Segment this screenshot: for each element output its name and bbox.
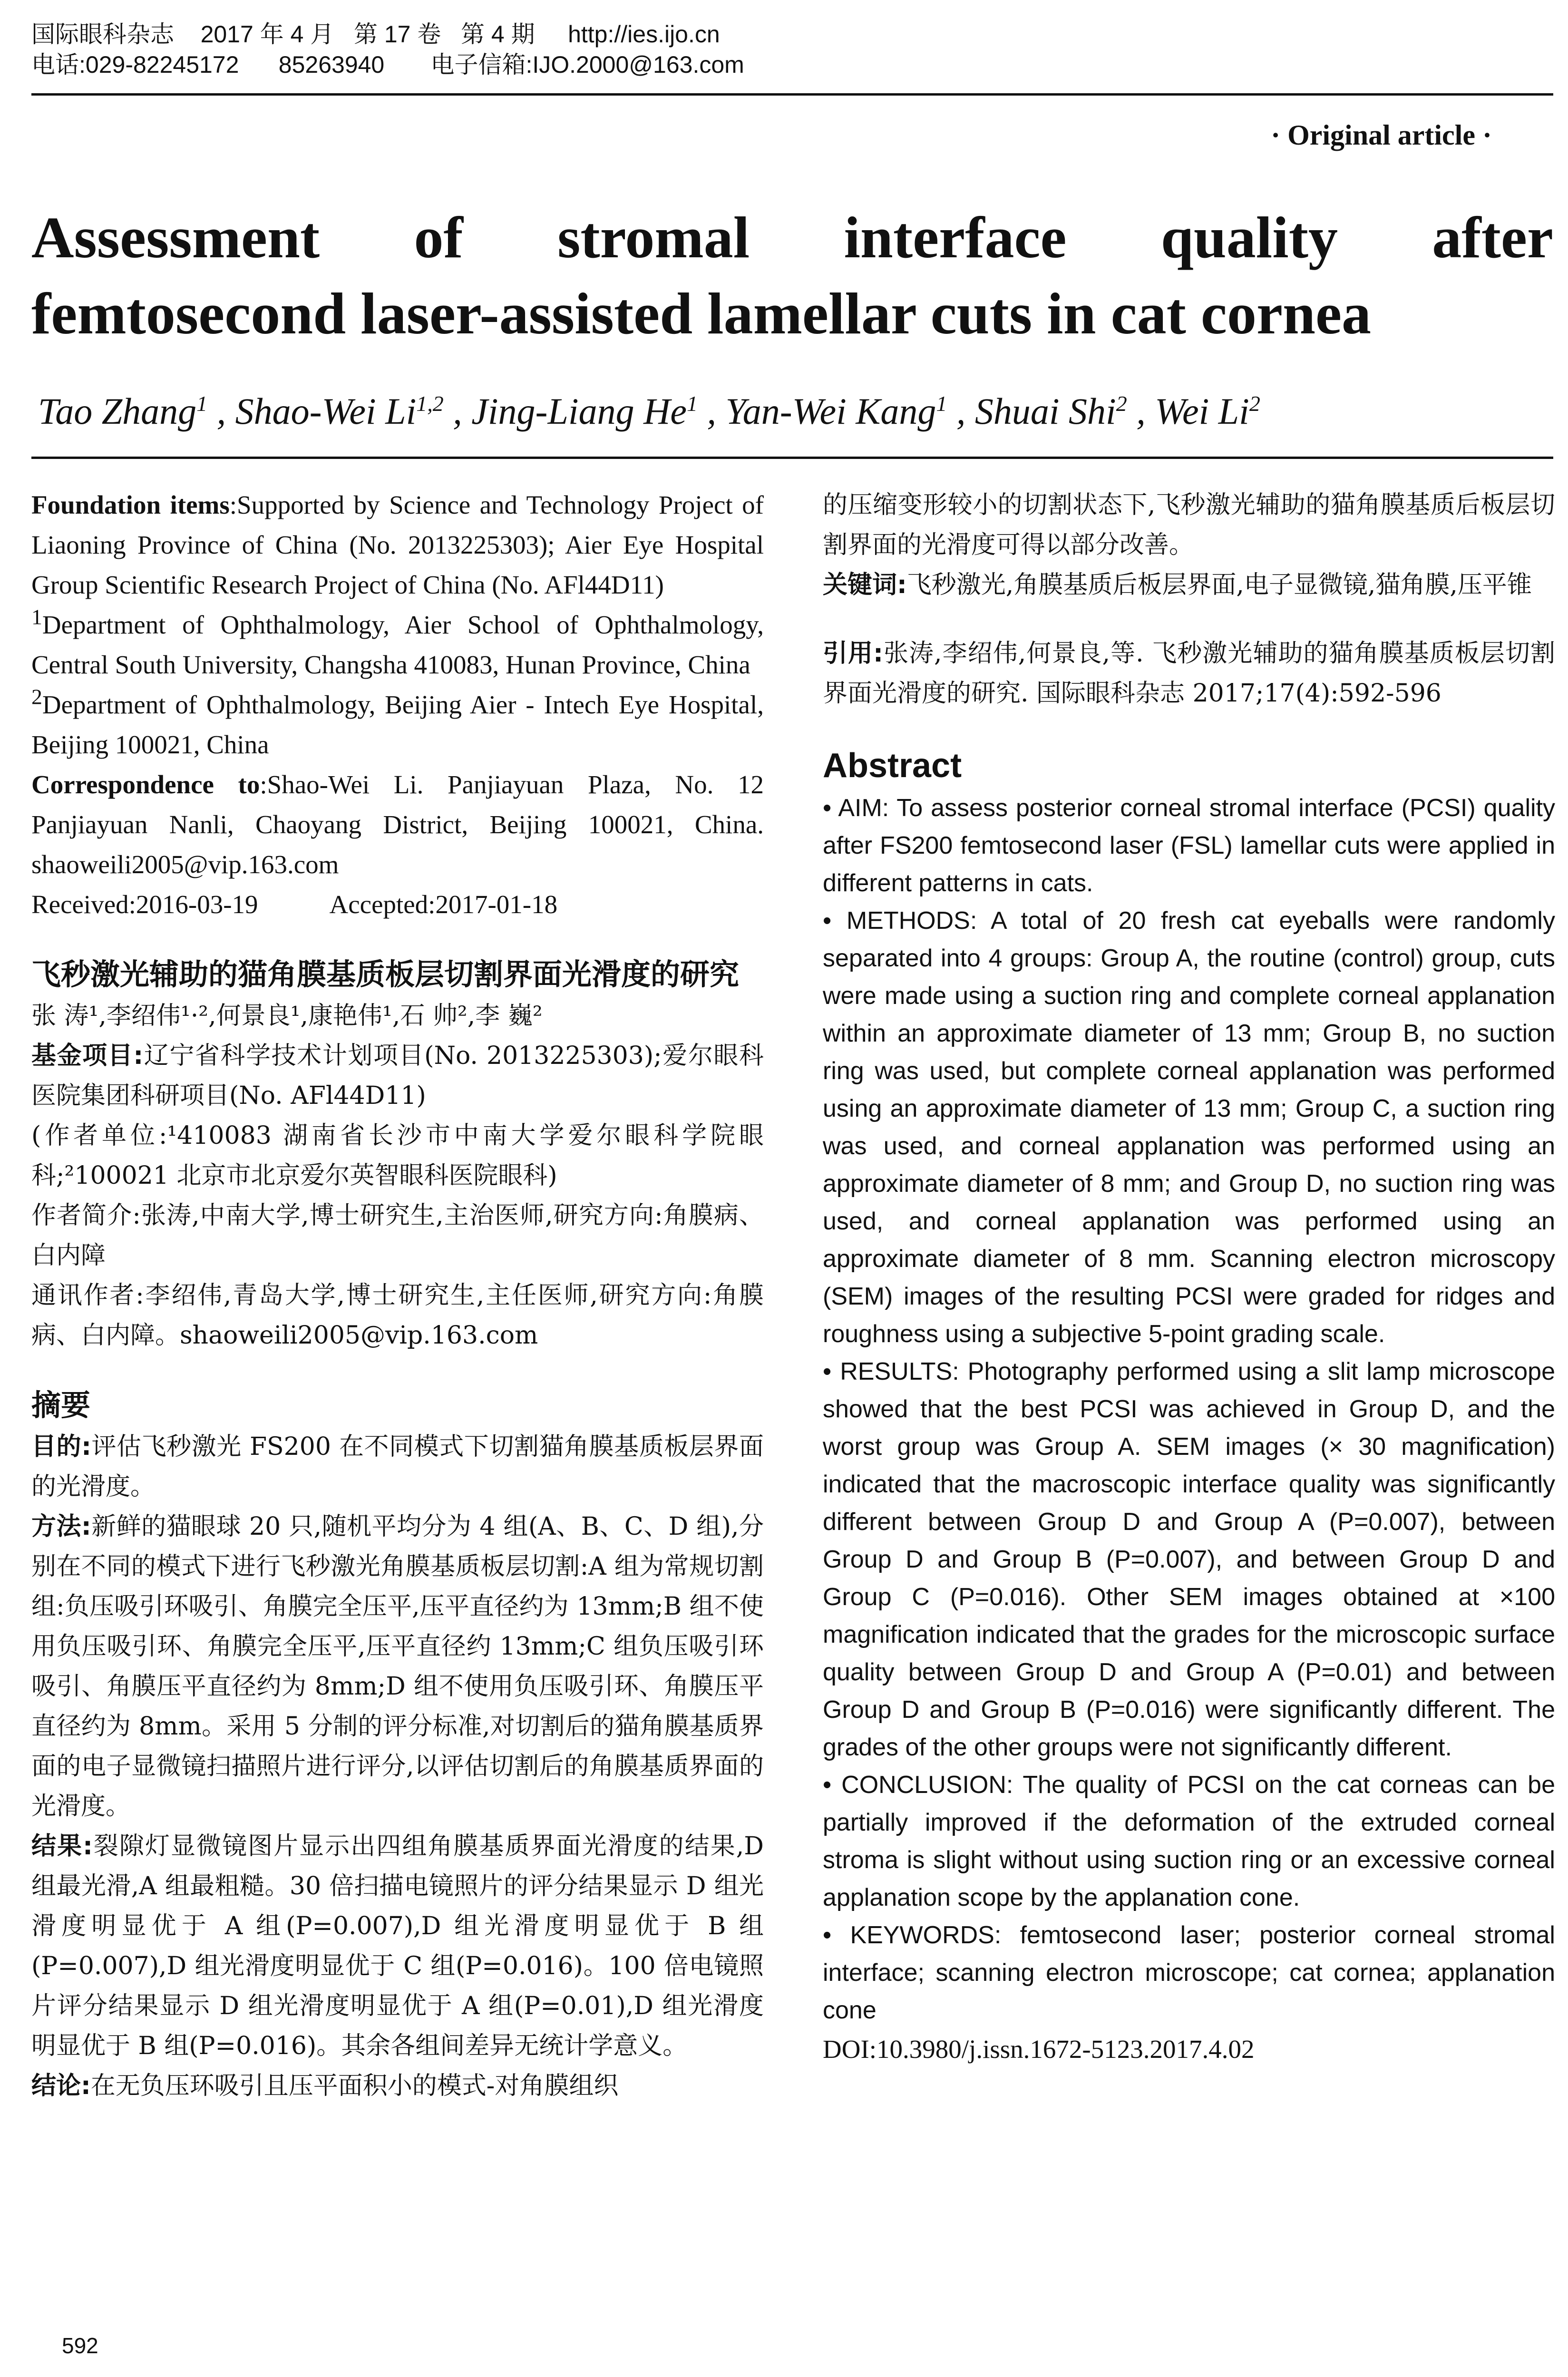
chinese-citation-text: 张涛,李绍伟,何景良,等. 飞秒激光辅助的猫角膜基质板层切割界面光滑度的研究. 国际眼科杂志 2017;17(4):592-596 [823,639,1556,708]
title-word: Assessment [31,205,320,270]
journal-header [31,19,1534,114]
chinese-aim [31,1427,764,1507]
foundation-items [31,485,764,605]
title-word: interface [844,205,1067,270]
author-affiliation: 1 [687,391,698,416]
abstract-methods: • METHODS: A total of 20 fresh cat eyeballs were randomly separated into 4 groups: Group A, the routine (control) group, cuts were made using a suction ring and complete corneal applanation within an approximate diameter of 13 mm; Group B, no suction ring was used, but complete corneal applanation was performed using an approximate diameter of 13 mm; Group C, a suction ring was used, and corneal applanation was performed using an approximate diameter of 8 mm; and Group D, no suction ring was used, and corneal applanation was performed using an approximate diameter of 8 mm. Scanning electron microscopy (SEM) images of the resulting PCSI were graded for ridges and roughness using a subjective 5-point grading scale. [823,907,1555,1348]
chinese-conclusion-text: 在无负压环吸引且压平面积小的模式-对角膜组织 [90,2072,619,2100]
title-rule [31,457,1553,459]
article-type: · Original article · [1271,119,1492,151]
chinese-conclusion-continued: 的压缩变形较小的切割状态下,飞秒激光辅助的猫角膜基质后板层切割界面的光滑度可得以部分改善。 [823,491,1555,559]
chinese-citation-label: 引用: [823,639,883,668]
author-affiliation: 1 [196,391,208,416]
abstract-aim: • AIM: To assess posterior corneal stromal interface (PCSI) quality after FS200 femtosecond laser (FSL) lamellar cuts were applied in different patterns in cats. [823,794,1555,897]
paper-title-line-1 [31,200,1553,276]
author [726,390,947,432]
author-name: Tao Zhang [38,390,197,432]
chinese-abstract-heading: 摘要 [31,1388,91,1422]
author-name: Jing-Liang He [471,390,687,432]
abstract-conclusion: • CONCLUSION: The quality of PCSI on the cat corneas can be partially improved if the deformation of the extruded corneal stroma is slight without using suction ring or an excessive corneal applanation scope by the applanation cone. [823,1771,1555,1911]
author-list: Tao Zhang$^1$ , Shao-Wei Li$^{1,2}$ , Jing-Liang He$^1$ , Yan-Wei Kang$^1$ , Shuai Shi$^2$ , Wei Li$^2$ [38,390,1260,432]
doi: DOI:10.3980/j.issn.1672-5123.2017.4.02 [823,2035,1255,2064]
title-word: quality [1160,205,1338,270]
author [235,390,444,432]
affiliation-1-number: 1 [31,604,42,629]
chinese-author-bio: 作者简介:张涛,中南大学,博士研究生,主治医师,研究方向:角膜病、白内障 [31,1201,764,1270]
chinese-results-label: 结果: [31,1832,93,1861]
author [1155,390,1260,432]
chinese-methods-text: 新鲜的猫眼球 20 只,随机平均分为 4 组(A、B、C、D 组),分别在不同的模式下进行飞秒激光角膜基质板层切割:A 组为常规切割组:负压吸引环吸引、角膜完全压平,压平直径约为 13mm;B 组不使用负压吸引环、角膜完全压平,压平直径约 13mm;C 组负压吸引环吸引、角膜压平直径约为 8mm;D 组不使用负压吸引环、角膜压平直径约为 8mm。采用 5 分制的评分标准,对切割后的猫角膜基质界面的电子显微镜扫描照片进行评分,以评估切割后的角膜基质界面的光滑度。 [31,1512,764,1821]
abstract-heading: Abstract [823,747,962,785]
chinese-conclusion-label: 结论: [31,2072,91,2100]
affiliation-2-number: 2 [31,684,42,709]
correspondence-text: :Shao-Wei Li. Panjiayuan Plaza, No. 12 Panjiayuan Nanli, Chaoyang District, Beijing 100021, China. shaoweili2005@vip.163.com [31,770,764,879]
abstract-results: • RESULTS: Photography performed using a slit lamp microscope showed that the best PCSI was achieved in Group D, and the worst group was Group A. SEM images (× 30 magnification) indicated that the macroscopic interface quality was significantly different between Group D and Group A (P=0.007), between Group D and Group B (P=0.007), and between Group D and Group C (P=0.016). Other SEM images obtained at ×100 magnification indicated that the grades for the microscopic surface quality between Group D and Group A (P=0.01) and between Group D and Group B (P=0.016) were significantly different. The grades of the other groups were not significantly different. [823,1358,1555,1761]
journal-header-line-1: 国际眼科杂志 2017 年 4 月 第 17 卷 第 4 期 http://ies.ijo.cn [31,21,720,48]
chinese-authors: 张 涛¹,李绍伟¹·²,何景良¹,康艳伟¹,石 帅²,李 巍² [31,1002,543,1030]
chinese-aim-label: 目的: [31,1432,91,1461]
affiliation-1-text: Department of Ophthalmology, Aier School of Ophthalmology, Central South University, Changsha 410083, Hunan Province, China [31,610,764,679]
chinese-keywords-text: 飞秒激光,角膜基质后板层界面,电子显微镜,猫角膜,压平锥 [906,571,1532,599]
dates [31,885,764,925]
title-word: stromal [557,205,750,270]
abstract-keywords: • KEYWORDS: femtosecond laser; posterior corneal stromal interface; scanning electron microscope; cat cornea; applanation cone [823,1921,1555,2024]
received-date: Received:2016-03-19 [31,890,258,919]
chinese-conclusion-start [31,2066,764,2106]
chinese-foundation-text: 辽宁省科学技术计划项目(No. 2013225303);爱尔眼科医院集团科研项目(No. AFl44D11) [31,1042,764,1110]
foundation-text: :Supported by Science and Technology Project of Liaoning Province of China (No. 2013225303); Aier Eye Hospital Group Scientific Research Project of China (No. AFl44D11) [31,490,764,599]
foundation-label: Foundation items [31,490,230,519]
paper-title-line-2: femtosecond laser-assisted lamellar cuts in cat cornea [31,281,1372,346]
chinese-results-text: 裂隙灯显微镜图片显示出四组角膜基质界面光滑度的结果,D 组最光滑,A 组最粗糙。30 倍扫描电镜照片的评分结果显示 D 组光滑度明显优于 A 组(P=0.007),D 组光滑度明显优于 B 组(P=0.007),D 组光滑度明显优于 C 组(P=0.016)。100 倍电镜照片评分结果显示 D 组光滑度明显优于 A 组(P=0.01),D 组光滑度明显优于 B 组(P=0.016)。其余各组间差异无统计学意义。 [31,1832,764,2060]
chinese-methods-label: 方法: [31,1512,91,1541]
chinese-title: 飞秒激光辅助的猫角膜基质板层切割界面光滑度的研究 [31,957,740,992]
chinese-affiliation: (作者单位:¹410083 湖南省长沙市中南大学爱尔眼科学院眼科;²100021 北京市北京爱尔英智眼科医院眼科) [31,1121,764,1190]
affiliation-2-text: Department of Ophthalmology, Beijing Aier - Intech Eye Hospital, Beijing 100021, China [31,690,764,759]
author-affiliation: 1 [936,391,947,416]
title-word: of [414,205,463,270]
author-name: Yan-Wei Kang [725,390,936,432]
chinese-correspondence: 通讯作者:李绍伟,青岛大学,博士研究生,主任医师,研究方向:角膜病、白内障。shaoweili2005@vip.163.com [31,1281,764,1350]
author-name: Shao-Wei Li [235,390,417,432]
author-affiliation: 2 [1249,391,1260,416]
correspondence [31,765,764,885]
affiliation-1 [31,605,764,685]
author-name: Shuai Shi [974,390,1116,432]
author-name: Wei Li [1155,390,1249,432]
author-affiliation: 2 [1116,391,1127,416]
author-affiliation: 1,2 [416,391,444,416]
author [975,390,1127,432]
chinese-results [31,1826,764,2066]
title-word: after [1432,205,1553,270]
header-rule [31,93,1553,96]
journal-header-line-2: 电话:029-82245172 85263940 电子信箱:IJO.2000@163.com [31,51,744,78]
page-number: 592 [62,2333,98,2358]
chinese-keywords-label: 关键词: [823,571,907,599]
paper-title [31,200,1553,352]
accepted-date: Accepted:2017-01-18 [329,890,558,919]
author [38,390,207,432]
chinese-keywords [823,565,1555,605]
author [471,390,698,432]
affiliation-2 [31,685,764,765]
chinese-foundation [31,1036,764,1116]
chinese-citation [823,633,1555,713]
chinese-methods [31,1507,764,1826]
chinese-foundation-label: 基金项目: [31,1042,144,1070]
left-column [31,485,764,2106]
right-column [823,485,1555,2069]
chinese-aim-text: 评估飞秒激光 FS200 在不同模式下切割猫角膜基质板层界面的光滑度。 [31,1432,764,1501]
correspondence-label: Correspondence to [31,770,260,799]
